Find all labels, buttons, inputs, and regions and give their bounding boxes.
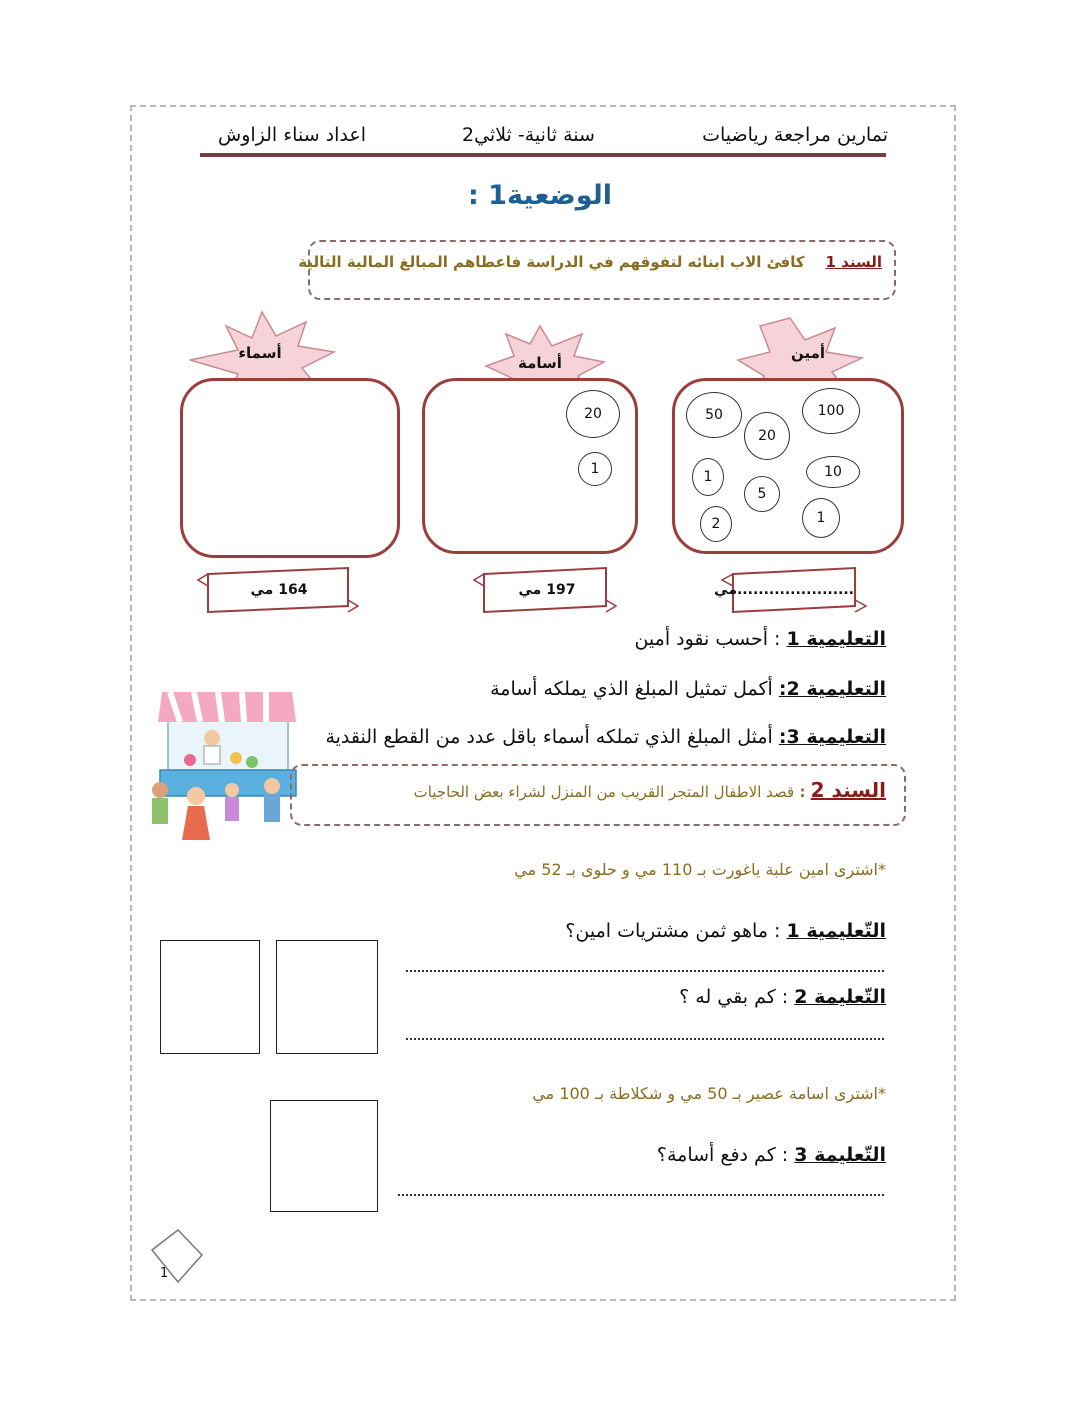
header-author: اعداد سناء الزاوش [218,124,366,146]
child-name-amine: أمين [790,344,826,362]
instruction-text: كم دفع أسامة؟ [656,1144,776,1166]
instruction-text: كم بقي له ؟ [679,986,776,1008]
page-number: 1 [160,1266,169,1281]
situation-title: الوضعية1 : [467,180,613,211]
instruction-amine-remaining: التّعليمة 2 : كم بقي له ؟ [679,986,886,1008]
amount-oussama: 197 مي [518,582,576,598]
wallet-asmaa[interactable] [180,378,400,558]
instruction-label: التعليمية 3: [778,726,886,748]
child-name-oussama: أسامة [518,354,562,372]
coin: 20 [744,412,790,460]
answer-line-2[interactable] [406,1038,884,1040]
instruction-amine-total: التّعليمية 1 : ماهو ثمن مشتريات امين؟ [565,920,886,942]
instruction-text: ماهو ثمن مشتريات امين؟ [565,920,768,942]
note-oussama-purchase: *اشترى اسامة عصير بـ 50 مي و شكلاطة بـ 100 مي [532,1084,886,1103]
answer-box[interactable] [270,1100,378,1212]
coin: 1 [578,452,612,486]
instruction-text: أكمل تمثيل المبلغ الذي يملكه أسامة [490,678,773,700]
shop-stall-icon [152,692,296,840]
instruction-label: التعليمية 2: [778,678,886,700]
coin: 1 [802,498,840,538]
coin: 100 [802,388,860,434]
answer-box[interactable] [160,940,260,1054]
coin: 2 [700,506,732,542]
sanad2-line: السند 2 : قصد الاطفال المتجر القريب من المنزل لشراء بعض الحاجيات [413,778,886,802]
child-name-asmaa: أسماء [238,344,282,362]
coin: 5 [744,476,780,512]
instruction-text: أمثل المبلغ الذي تملكه أسماء باقل عدد من القطع النقدية [325,726,773,748]
answer-line-3[interactable] [398,1194,884,1196]
instruction-text: أحسب نقود أمين [634,628,768,650]
amount-asmaa: 164 مي [250,582,308,598]
sanad1-text: كافئ الاب ابنائه لتفوقهم في الدراسة فاعطاهم المبالغ المالية التالية [298,253,805,271]
instruction-label: التّعليمة 3 [794,1144,886,1166]
answer-box[interactable] [276,940,378,1054]
instruction-label: التّعليمة 2 [794,986,886,1008]
header-level: سنة ثانية- ثلاثي2 [462,124,595,146]
instruction-3 [325,726,886,748]
coin: 10 [806,456,860,488]
coin: 20 [566,390,620,438]
amount-amine[interactable]: ......................مي [714,582,854,598]
sanad1-label: السند 1 [825,253,882,271]
header-subject: تمارين مراجعة رياضيات [702,124,888,146]
instruction-oussama-paid: التّعليمة 3 : كم دفع أسامة؟ [656,1144,886,1166]
instruction-label: التّعليمية 1 [786,920,886,942]
note-amine-purchase: *اشترى امين علبة ياغورت بـ 110 مي و حلوى بـ 52 مي [514,860,886,879]
instruction-label: التعليمية 1 [786,628,886,650]
coin: 50 [686,392,742,438]
instruction-2 [490,678,886,700]
sanad2-text: قصد الاطفال المتجر القريب من المنزل لشراء بعض الحاجيات [413,783,795,801]
instruction-1: التعليمية 1 : أحسب نقود أمين [634,628,886,650]
answer-line-1[interactable] [406,970,884,972]
sanad2-label: السند 2 [810,778,886,802]
coin: 1 [692,458,724,496]
